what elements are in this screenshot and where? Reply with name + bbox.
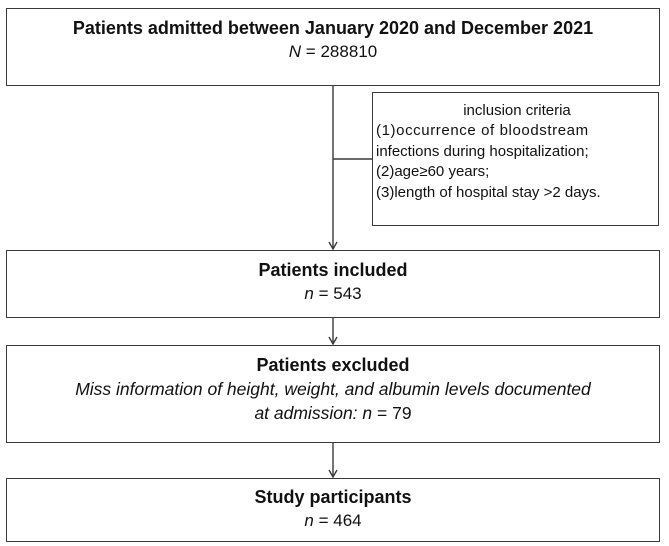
inclusion-criterion-2: (2)age≥60 years; [376,163,490,181]
excluded-reason-line2 [7,402,659,426]
participants-title: Study participants [254,487,412,507]
included-count-value: = 543 [313,283,362,303]
inclusion-criteria-box [372,92,659,226]
included-patients-box [6,250,660,318]
admitted-patients-box [6,8,660,86]
study-participants-box [6,478,660,542]
included-title: Patients included [258,260,408,280]
admitted-count [7,41,659,63]
participants-count-label: n [304,510,314,530]
excluded-patients-box [6,345,660,443]
inclusion-criterion-3: (3)length of hospital stay >2 days. [376,183,601,201]
excluded-reason-line1: Miss information of height, weight, and albumin levels documented [75,378,591,399]
included-count-label: n [304,283,314,303]
admitted-count-value: = 288810 [301,41,378,61]
admitted-count-label: N [288,41,302,61]
excluded-reason-prefix: at admission: [254,402,363,423]
excluded-title: Patients excluded [256,355,410,375]
excluded-count-label: n [362,402,373,423]
admitted-title: Patients admitted between January 2020 and December 2021 [72,18,594,38]
inclusion-criterion-1a: (1)occurrence of bloodstream [376,122,589,140]
participants-count-value: = 464 [313,510,362,530]
participants-count [7,510,659,532]
inclusion-criterion-1b: infections during hospitalization; [376,142,589,160]
excluded-count-value: = 79 [372,402,412,423]
inclusion-criteria-heading: inclusion criteria [463,102,571,119]
included-count [7,283,659,305]
